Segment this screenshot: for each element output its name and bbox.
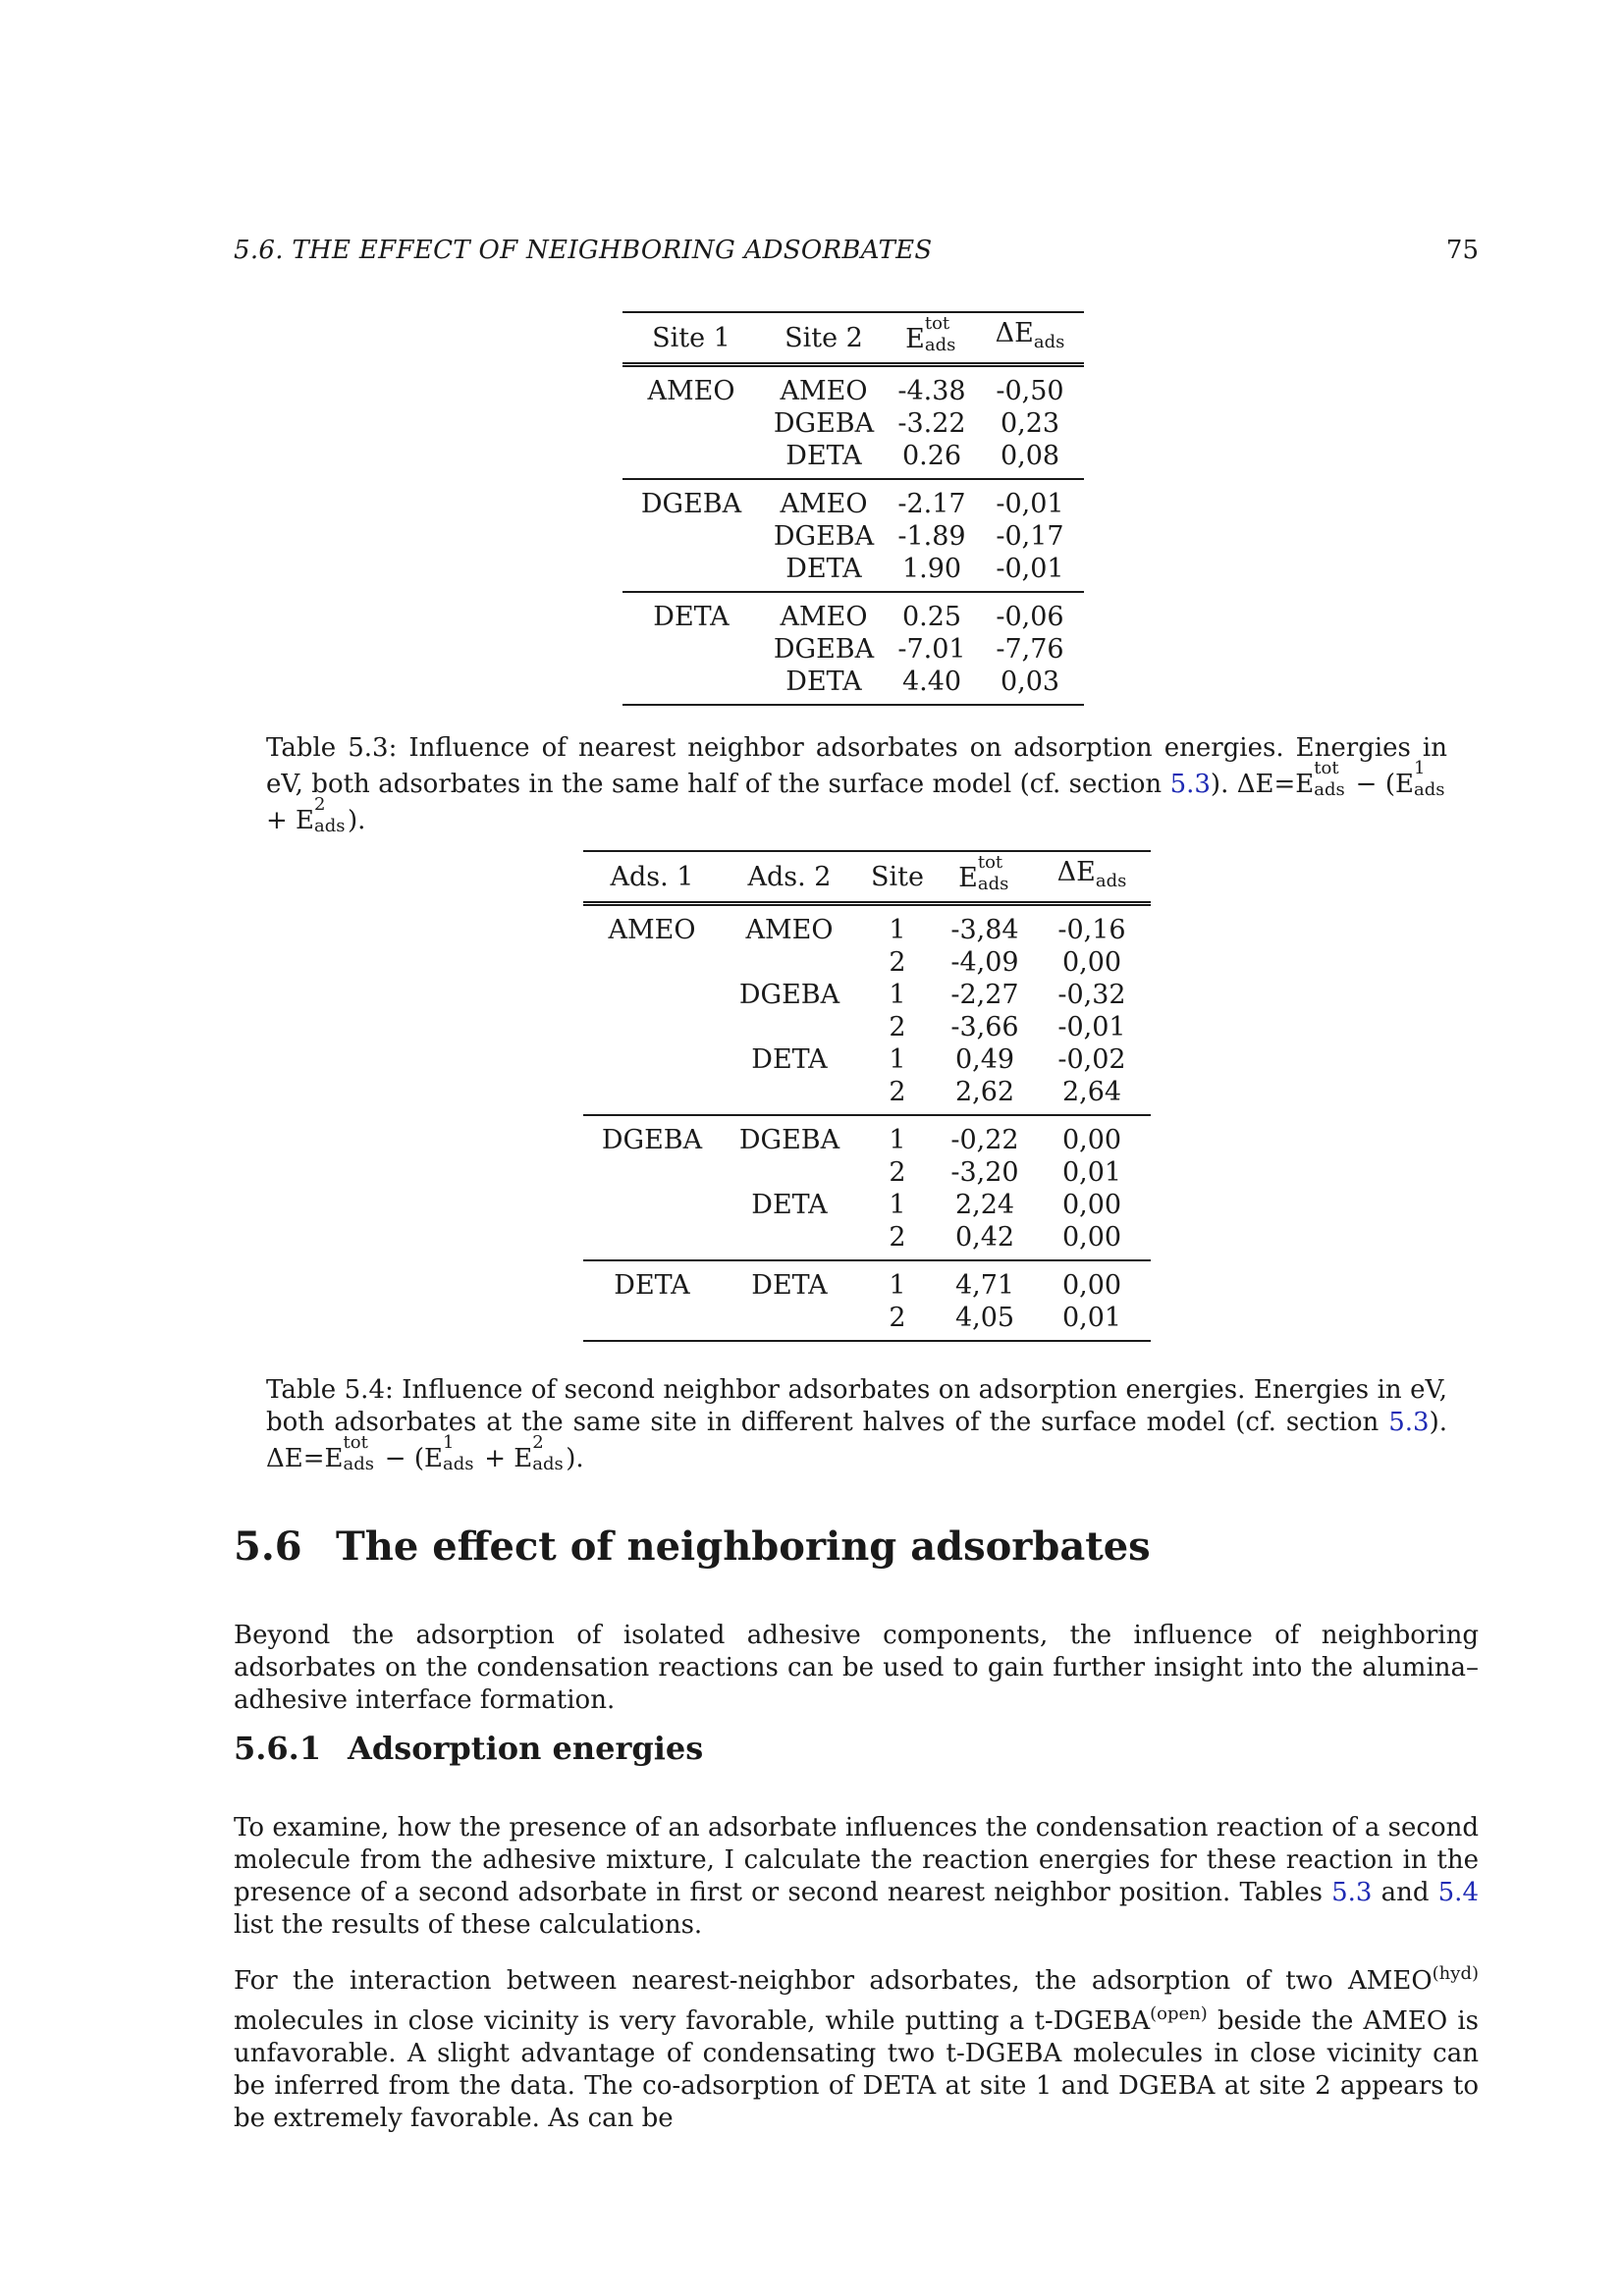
table-cell: DETA bbox=[785, 554, 862, 584]
table-cell: DGEBA bbox=[738, 980, 840, 1010]
table-cell: AMEO bbox=[780, 376, 868, 406]
table-group-dgeba bbox=[583, 1115, 1151, 1260]
table-cell: DETA bbox=[751, 1270, 828, 1301]
table-cell bbox=[583, 1076, 721, 1115]
table-cell: -0,06 bbox=[996, 602, 1064, 632]
subsection-heading bbox=[234, 1730, 703, 1767]
header-site-1: Site 1 bbox=[652, 322, 730, 353]
table-cell: 2,64 bbox=[1061, 1077, 1122, 1107]
table-cell: DETA bbox=[751, 1190, 828, 1220]
table-cell: 1 bbox=[889, 1044, 906, 1075]
table-cell: AMEO bbox=[780, 602, 868, 632]
table-row bbox=[622, 407, 1084, 440]
table-5-3 bbox=[622, 311, 1084, 706]
table-cell: 0,08 bbox=[1000, 441, 1060, 471]
table-cell: 1 bbox=[889, 1270, 906, 1301]
table-row bbox=[622, 666, 1084, 705]
table-cell bbox=[622, 520, 760, 553]
table-cell: -0,17 bbox=[996, 521, 1064, 552]
section-ref-link[interactable]: 5.3 bbox=[1169, 770, 1211, 799]
section-heading bbox=[234, 1523, 1151, 1570]
table-cell: DGEBA bbox=[773, 521, 875, 552]
table-cell: DGEBA bbox=[773, 408, 875, 439]
table-cell: 0,01 bbox=[1061, 1157, 1122, 1188]
table-cell bbox=[721, 1156, 858, 1189]
table-cell: -0,22 bbox=[950, 1125, 1019, 1155]
table-cell: DETA bbox=[785, 441, 862, 471]
table-row bbox=[583, 979, 1151, 1011]
table-cell: -7,76 bbox=[996, 634, 1064, 665]
table-cell: -0,50 bbox=[996, 376, 1064, 406]
table-ref-link[interactable]: 5.3 bbox=[1331, 1878, 1373, 1907]
section-title: The effect of neighboring adsorbates bbox=[336, 1523, 1151, 1570]
table-row bbox=[622, 365, 1084, 408]
table-cell bbox=[622, 407, 760, 440]
table-cell: 0,23 bbox=[1000, 408, 1060, 439]
table-cell: -3,84 bbox=[950, 915, 1019, 945]
table-row bbox=[622, 440, 1084, 479]
table-cell: 1 bbox=[889, 980, 906, 1010]
table-row bbox=[583, 1302, 1151, 1341]
header-site: Site bbox=[871, 861, 924, 892]
table-cell: -0,01 bbox=[1057, 1012, 1126, 1042]
header-delta-e-ads: $\Delta E_{ads}$ bbox=[1056, 857, 1127, 891]
table-cell bbox=[721, 1076, 858, 1115]
table-ref-link[interactable]: 5.4 bbox=[1437, 1878, 1479, 1907]
table-cell: 0,03 bbox=[1000, 667, 1060, 697]
table-group-ameo bbox=[622, 365, 1084, 480]
table-cell: 4.40 bbox=[901, 667, 962, 697]
table-header-row bbox=[583, 851, 1151, 904]
subsection-number: 5.6.1 bbox=[234, 1730, 322, 1767]
table-row bbox=[622, 479, 1084, 520]
table-cell: -4,09 bbox=[950, 947, 1019, 978]
table-cell bbox=[622, 666, 760, 705]
table-cell: 0,00 bbox=[1061, 1190, 1122, 1220]
table-cell: AMEO bbox=[608, 915, 696, 945]
table-cell bbox=[583, 1011, 721, 1043]
table-group-ameo bbox=[583, 904, 1151, 1116]
table-5-3-caption: Table 5.3: Influence of nearest neighbor adsorbates on adsorption energies. Energies in eV, both adsorbates in the same half of the surface model (cf. section 5.3). ΔE=E tot ads − (E 1 ads + E 2 ads ). bbox=[266, 733, 1447, 836]
header-ads-2: Ads. 2 bbox=[747, 861, 832, 892]
paragraph-1: To examine, how the presence of an adsorbate influences the condensation reaction of a second molecule from the adhesive mixture, I calculate the reaction energies for these reaction in the presence of a second adsorbate in first or second nearest neighbor position. Tables 5.3 and 5.4 list the results of these calculations. bbox=[234, 1813, 1479, 1940]
table-row bbox=[583, 946, 1151, 979]
table-group-dgeba bbox=[622, 479, 1084, 592]
table-cell: 4,71 bbox=[954, 1270, 1015, 1301]
table-cell: 0,00 bbox=[1061, 1125, 1122, 1155]
table-cell: 0,42 bbox=[954, 1222, 1015, 1253]
table-cell: -3,66 bbox=[950, 1012, 1019, 1042]
table-cell: 0,01 bbox=[1061, 1303, 1122, 1333]
table-cell: -2,27 bbox=[950, 980, 1019, 1010]
section-intro-paragraph: Beyond the adsorption of isolated adhesive components, the influence of neighboring adsorbates on the condensation reactions can be used to gain further insight into the alumina–adhesive interface formation. bbox=[234, 1621, 1479, 1715]
table-cell: 1 bbox=[889, 1125, 906, 1155]
table-row bbox=[583, 1043, 1151, 1076]
table-cell bbox=[721, 1221, 858, 1260]
table-cell bbox=[583, 1189, 721, 1221]
subsection-title: Adsorption energies bbox=[348, 1730, 704, 1767]
header-e-tot-ads: E tot ads bbox=[905, 313, 956, 355]
table-cell: 2 bbox=[889, 947, 906, 978]
table-cell: 1.90 bbox=[901, 554, 962, 584]
table-group-deta bbox=[622, 592, 1084, 705]
table-cell: DETA bbox=[653, 602, 730, 632]
table-row bbox=[583, 1011, 1151, 1043]
table-row bbox=[583, 1221, 1151, 1260]
table-cell: 2 bbox=[889, 1077, 906, 1107]
paragraph-2: For the interaction between nearest-neighbor adsorbates, the adsorption of two $AMEO^{(hyd)}$ molecules in close vicinity is very favorable, while putting a $t-DGEBA^{(open)}$ beside the AMEO is unfavorable. A slight advantage of condensating two t-DGEBA molecules in close vicinity can be inferred from the data. The co-adsorption of DETA at site 1 and DGEBA at site 2 appears to be extremely favorable. As can be bbox=[234, 1963, 1479, 2133]
header-ads-1: Ads. 1 bbox=[610, 861, 694, 892]
table-row bbox=[583, 1156, 1151, 1189]
table-cell bbox=[583, 979, 721, 1011]
table-cell: AMEO bbox=[745, 915, 834, 945]
table-cell bbox=[622, 633, 760, 666]
section-ref-link[interactable]: 5.3 bbox=[1388, 1408, 1430, 1437]
table-cell: 2 bbox=[889, 1222, 906, 1253]
table-row bbox=[622, 553, 1084, 592]
table-cell: -3,20 bbox=[950, 1157, 1019, 1188]
table-cell bbox=[583, 1156, 721, 1189]
table-cell: 1 bbox=[889, 915, 906, 945]
table-cell: 4,05 bbox=[954, 1303, 1015, 1333]
table-cell: 0,00 bbox=[1061, 1270, 1122, 1301]
table-cell: DGEBA bbox=[738, 1125, 840, 1155]
table-cell: DETA bbox=[785, 667, 862, 697]
table-cell: DGEBA bbox=[640, 489, 742, 519]
table-cell bbox=[583, 1043, 721, 1076]
page-number: 75 bbox=[1445, 236, 1479, 265]
table-cell: -2.17 bbox=[897, 489, 966, 519]
running-head-title: 5.6. THE EFFECT OF NEIGHBORING ADSORBATES bbox=[234, 236, 933, 265]
table-cell: -1.89 bbox=[897, 521, 966, 552]
table-row bbox=[583, 1189, 1151, 1221]
table-cell: -7.01 bbox=[897, 634, 966, 665]
table-row bbox=[622, 520, 1084, 553]
table-cell: DGEBA bbox=[773, 634, 875, 665]
table-cell: 2 bbox=[889, 1303, 906, 1333]
table-row bbox=[583, 1115, 1151, 1156]
running-head bbox=[234, 236, 1479, 275]
table-cell: 2 bbox=[889, 1157, 906, 1188]
table-group-deta bbox=[583, 1260, 1151, 1341]
table-cell: -0,01 bbox=[996, 489, 1064, 519]
table-cell bbox=[583, 1302, 721, 1341]
table-cell: -4.38 bbox=[897, 376, 966, 406]
table-5-4 bbox=[583, 850, 1151, 1342]
header-delta-e-ads: $\Delta E_{ads}$ bbox=[995, 318, 1065, 352]
table-cell bbox=[583, 1221, 721, 1260]
section-number: 5.6 bbox=[234, 1523, 302, 1570]
table-cell bbox=[721, 1302, 858, 1341]
table-cell: AMEO bbox=[647, 376, 735, 406]
table-row bbox=[583, 1260, 1151, 1302]
table-cell: AMEO bbox=[780, 489, 868, 519]
table-cell: -0,02 bbox=[1057, 1044, 1126, 1075]
table-cell: 0,00 bbox=[1061, 947, 1122, 978]
table-row bbox=[583, 904, 1151, 947]
table-cell bbox=[622, 553, 760, 592]
table-cell: 2,62 bbox=[954, 1077, 1015, 1107]
table-cell: 0.25 bbox=[901, 602, 962, 632]
table-cell: 2 bbox=[889, 1012, 906, 1042]
table-cell: 0,00 bbox=[1061, 1222, 1122, 1253]
table-cell: -0,01 bbox=[996, 554, 1064, 584]
table-cell: 0.26 bbox=[901, 441, 962, 471]
table-cell bbox=[721, 1011, 858, 1043]
table-cell: -3.22 bbox=[897, 408, 966, 439]
table-cell bbox=[622, 440, 760, 479]
table-5-4-caption: Table 5.4: Influence of second neighbor adsorbates on adsorption energies. Energies in eV, both adsorbates at the same site in different halves of the surface model (cf. section 5.3). ΔE=E tot ads − (E 1 ads + E 2 ads ). bbox=[266, 1375, 1447, 1474]
table-cell bbox=[721, 946, 858, 979]
table-cell: -0,16 bbox=[1057, 915, 1126, 945]
table-row bbox=[622, 633, 1084, 666]
table-cell: DETA bbox=[614, 1270, 690, 1301]
table-cell: DETA bbox=[751, 1044, 828, 1075]
table-row bbox=[583, 1076, 1151, 1115]
table-cell: 0,49 bbox=[954, 1044, 1015, 1075]
table-cell: 2,24 bbox=[954, 1190, 1015, 1220]
table-cell: 1 bbox=[889, 1190, 906, 1220]
header-e-tot-ads: E tot ads bbox=[958, 852, 1009, 894]
table-cell: -0,32 bbox=[1057, 980, 1126, 1010]
table-row bbox=[622, 592, 1084, 633]
table-header-row bbox=[622, 312, 1084, 365]
table-cell: DGEBA bbox=[601, 1125, 703, 1155]
table-cell bbox=[583, 946, 721, 979]
header-site-2: Site 2 bbox=[784, 322, 863, 353]
